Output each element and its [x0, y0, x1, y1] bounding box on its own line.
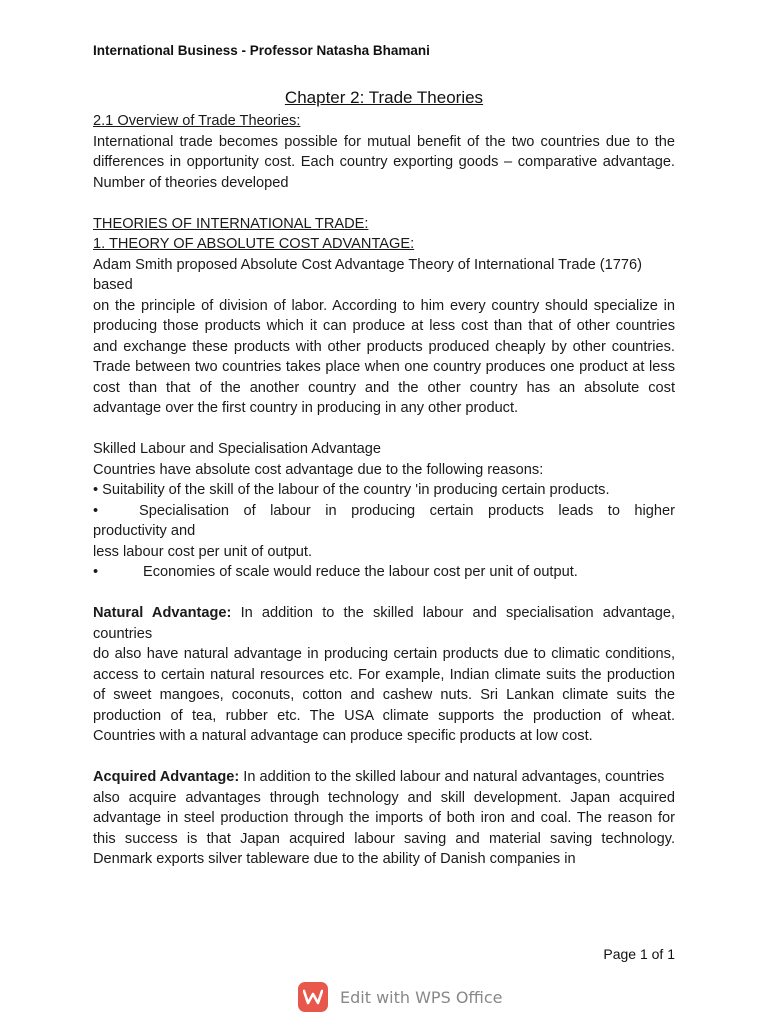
- skilled-labour-intro: Countries have absolute cost advantage due to the following reasons:: [93, 461, 544, 478]
- absolute-advantage-heading: 1. THEORY OF ABSOLUTE COST ADVANTAGE:: [93, 236, 415, 252]
- acquired-advantage-paragraph: also acquire advantages through technology and skill development. Japan acquired advantage in steel production through the imports of both iron and coal. The reason for this success is that Japan acquired labour saving and material saving technology. Denmark exports silver tableware due to the ability of Danish companies in: [93, 789, 675, 867]
- acquired-advantage-label: Acquired Advantage:: [93, 769, 240, 785]
- bullet-text: Specialisation of labour in producing certain products leads to higher: [139, 502, 675, 519]
- natural-advantage-paragraph: do also have natural advantage in producing certain products due to climatic conditions, access to certain natural resources etc. For example, Indian climate suits the production of sweet mangoes, coconuts, cotton and cashew nuts. Sri Lankan climate suits the production of tea, rubber etc. The USA climate supports the production of wheat. Countries with a natural advantage can produce specific products at low cost.: [93, 646, 675, 744]
- bullet-item: [93, 501, 675, 522]
- wps-logo-icon: [298, 982, 328, 1012]
- absolute-intro-line: Adam Smith proposed Absolute Cost Advantage Theory of International Trade (1776) based: [93, 256, 642, 293]
- bullet-marker: •: [93, 564, 99, 580]
- wps-w-icon: [303, 989, 323, 1005]
- natural-advantage-label: Natural Advantage:: [93, 605, 232, 621]
- edit-with-wps-button[interactable]: [298, 982, 503, 1012]
- skilled-labour-heading: Skilled Labour and Specialisation Advantage: [93, 441, 382, 457]
- overview-paragraph: International trade becomes possible for mutual benefit of the two countries due to the differences in opportunity cost. Each country exporting goods – comparative advantage. Number of theories developed: [93, 133, 675, 191]
- document-body: [93, 111, 675, 870]
- wps-label: Edit with WPS Office: [340, 987, 503, 1007]
- document-header: International Business - Professor Natasha Bhamani: [93, 43, 430, 58]
- overview-heading: 2.1 Overview of Trade Theories:: [93, 113, 301, 129]
- bullet-item: • Suitability of the skill of the labour of the country 'in producing certain products.: [93, 482, 610, 498]
- acquired-advantage-line: [93, 767, 675, 788]
- page-number: Page 1 of 1: [603, 946, 675, 962]
- bullet-item: [93, 562, 675, 583]
- bullet-continuation: productivity and: [93, 523, 196, 539]
- acquired-advantage-intro: In addition to the skilled labour and natural advantages, countries: [239, 769, 665, 785]
- bullet-marker: •: [93, 502, 99, 519]
- absolute-paragraph: on the principle of division of labor. According to him every country should specialize in producing those products which it can produce at less cost than that of other countries and exchange these products with other products produced cheaply by other countries. Trade between two countries takes place when one country produces one product at less cost than that of the another country and the other country has an absolute cost advantage over the first country in producing in any other product.: [93, 297, 675, 416]
- natural-advantage-intro: In addition to the skilled labour and specialisation advantage, countries: [93, 605, 676, 642]
- theories-heading: THEORIES OF INTERNATIONAL TRADE:: [93, 215, 369, 232]
- bullet-text: Economies of scale would reduce the labour cost per unit of output.: [143, 564, 578, 580]
- natural-advantage-line: [93, 603, 675, 644]
- bullet-continuation: less labour cost per unit of output.: [93, 543, 313, 560]
- chapter-title: Chapter 2: Trade Theories: [284, 88, 484, 107]
